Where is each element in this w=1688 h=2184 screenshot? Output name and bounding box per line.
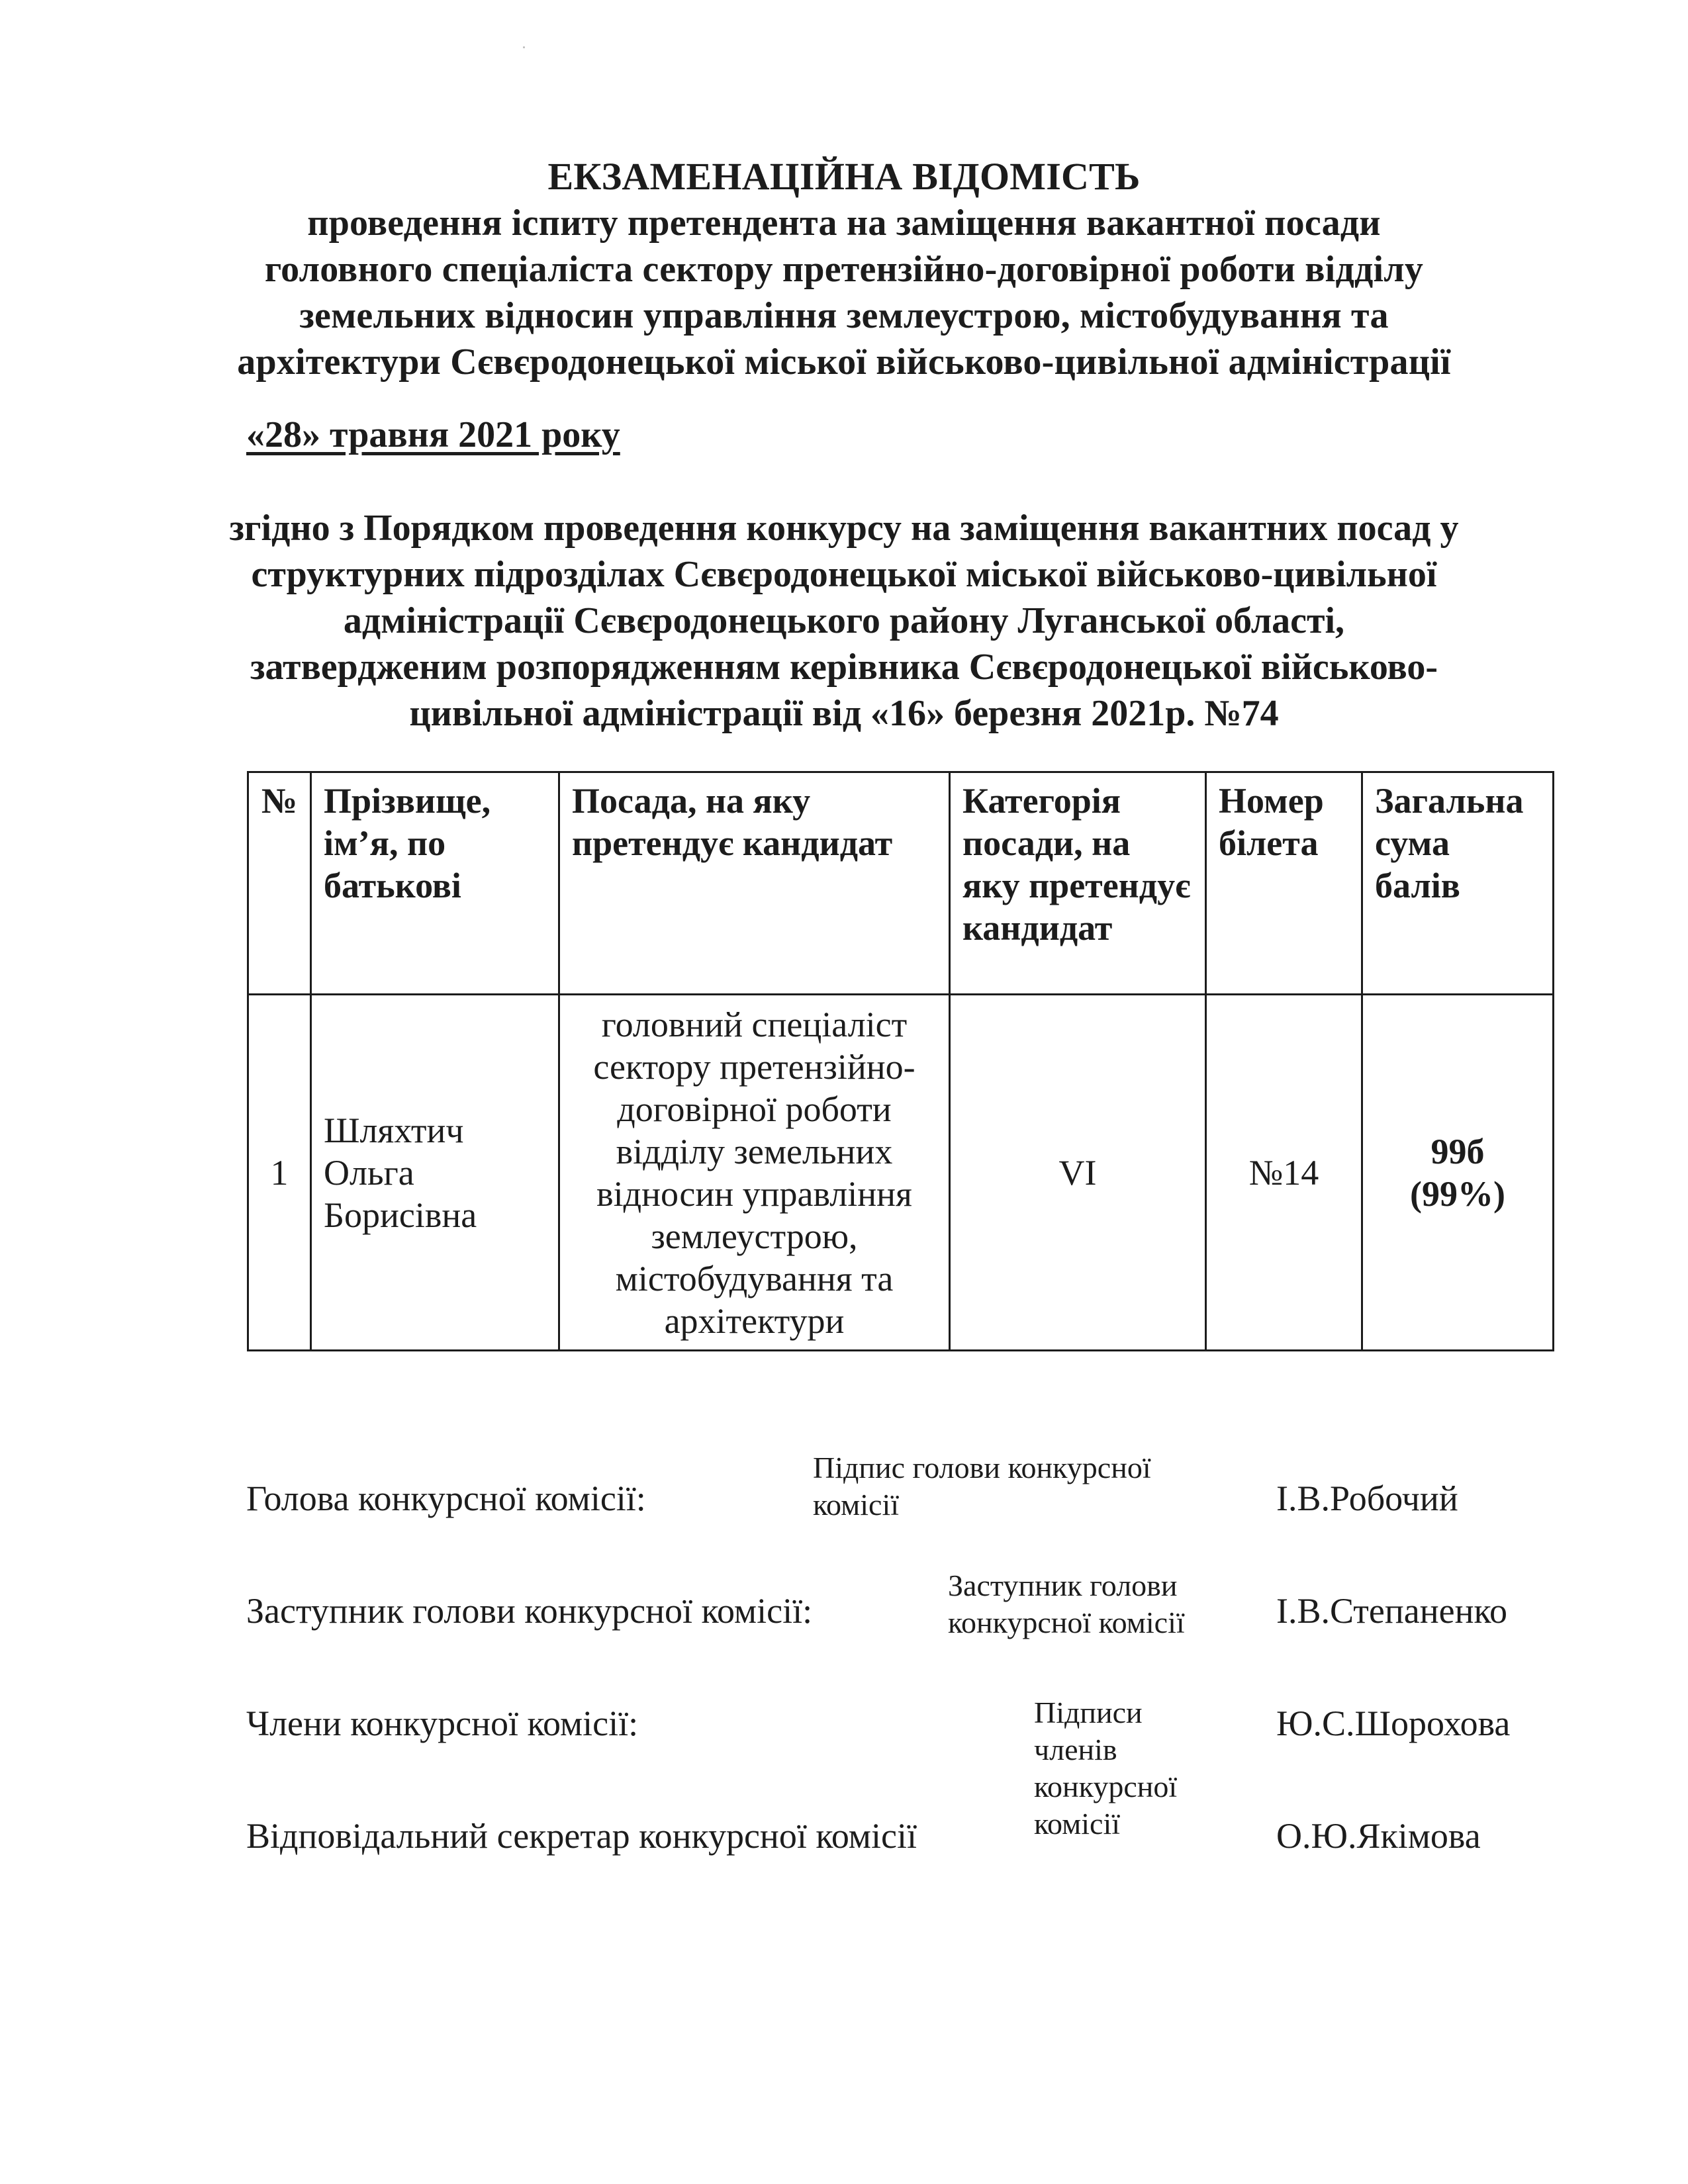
exam-results-table — [247, 771, 1554, 1351]
signature-note-deputy: Заступник голови конкурсної комісії — [948, 1569, 1185, 1639]
signature-name-deputy: І.В.Степаненко — [1276, 1591, 1507, 1631]
subtitle-line-4: архітектури Сєвєродонецької міської військово-цивільної адміністрації — [237, 341, 1451, 383]
header-number: № — [248, 772, 311, 995]
document-title: ЕКЗАМЕНАЦІЙНА ВІДОМІСТЬ — [547, 155, 1141, 198]
score-percent: (99%) — [1410, 1173, 1505, 1214]
header-total-score: Загальна сума балів — [1362, 772, 1554, 995]
signature-name-member: Ю.С.Шорохова — [1276, 1704, 1511, 1743]
signature-role-chair: Голова конкурсної комісії: — [246, 1479, 646, 1518]
table-row — [248, 995, 1554, 1351]
signature-note-members: Підписи членів конкурсної комісії — [1034, 1696, 1178, 1841]
header-category: Категорія посади, на яку претендує кандидат — [950, 772, 1206, 995]
document-date: «28» травня 2021 року — [246, 414, 620, 455]
signature-name-secretary: О.Ю.Якімова — [1276, 1816, 1481, 1856]
subtitle-line-3: земельних відносин управління землеустрою, містобудування та — [299, 295, 1389, 336]
cell-position: головний спеціаліст сектору претензійно-договірної роботи відділу земельних відносин управління землеустрою, містобудування та архітектури — [559, 995, 950, 1351]
cell-full-name: Шляхтич Ольга Борисівна — [311, 995, 559, 1351]
signature-note-chair: Підпис голови конкурсної комісії — [813, 1451, 1151, 1522]
scan-artifact — [523, 46, 525, 48]
cell-total-score — [1362, 995, 1554, 1351]
signature-name-chair: І.В.Робочий — [1276, 1479, 1458, 1518]
header-full-name: Прізвище, ім’я, по батькові — [311, 772, 559, 995]
score-points: 99б — [1430, 1131, 1485, 1171]
basis-line-2: структурних підрозділах Сєвєродонецької міської військово-цивільної — [251, 554, 1437, 595]
cell-ticket: №14 — [1206, 995, 1362, 1351]
header-ticket: Номер білета — [1206, 772, 1362, 995]
basis-line-1: згідно з Порядком проведення конкурсу на заміщення вакантних посад у — [229, 508, 1459, 549]
subtitle-line-2: головного спеціаліста сектору претензійно-договірної роботи відділу — [264, 249, 1424, 290]
cell-number: 1 — [248, 995, 311, 1351]
basis-line-5: цивільної адміністрації від «16» березня 2021р. №74 — [409, 693, 1279, 734]
signature-role-secretary: Відповідальний секретар конкурсної комісії — [246, 1816, 917, 1856]
signature-role-deputy: Заступник голови конкурсної комісії: — [246, 1591, 813, 1631]
cell-category: VI — [950, 995, 1206, 1351]
header-position: Посада, на яку претендує кандидат — [559, 772, 950, 995]
signature-role-members: Члени конкурсної комісії: — [246, 1704, 639, 1743]
subtitle-line-1: проведення іспиту претендента на заміщення вакантної посади — [307, 203, 1381, 244]
table-header-row — [248, 772, 1554, 995]
basis-line-4: затвердженим розпорядженням керівника Сєвєродонецької військово- — [250, 647, 1438, 688]
basis-line-3: адміністрації Сєвєродонецького району Луганської області, — [343, 600, 1345, 641]
